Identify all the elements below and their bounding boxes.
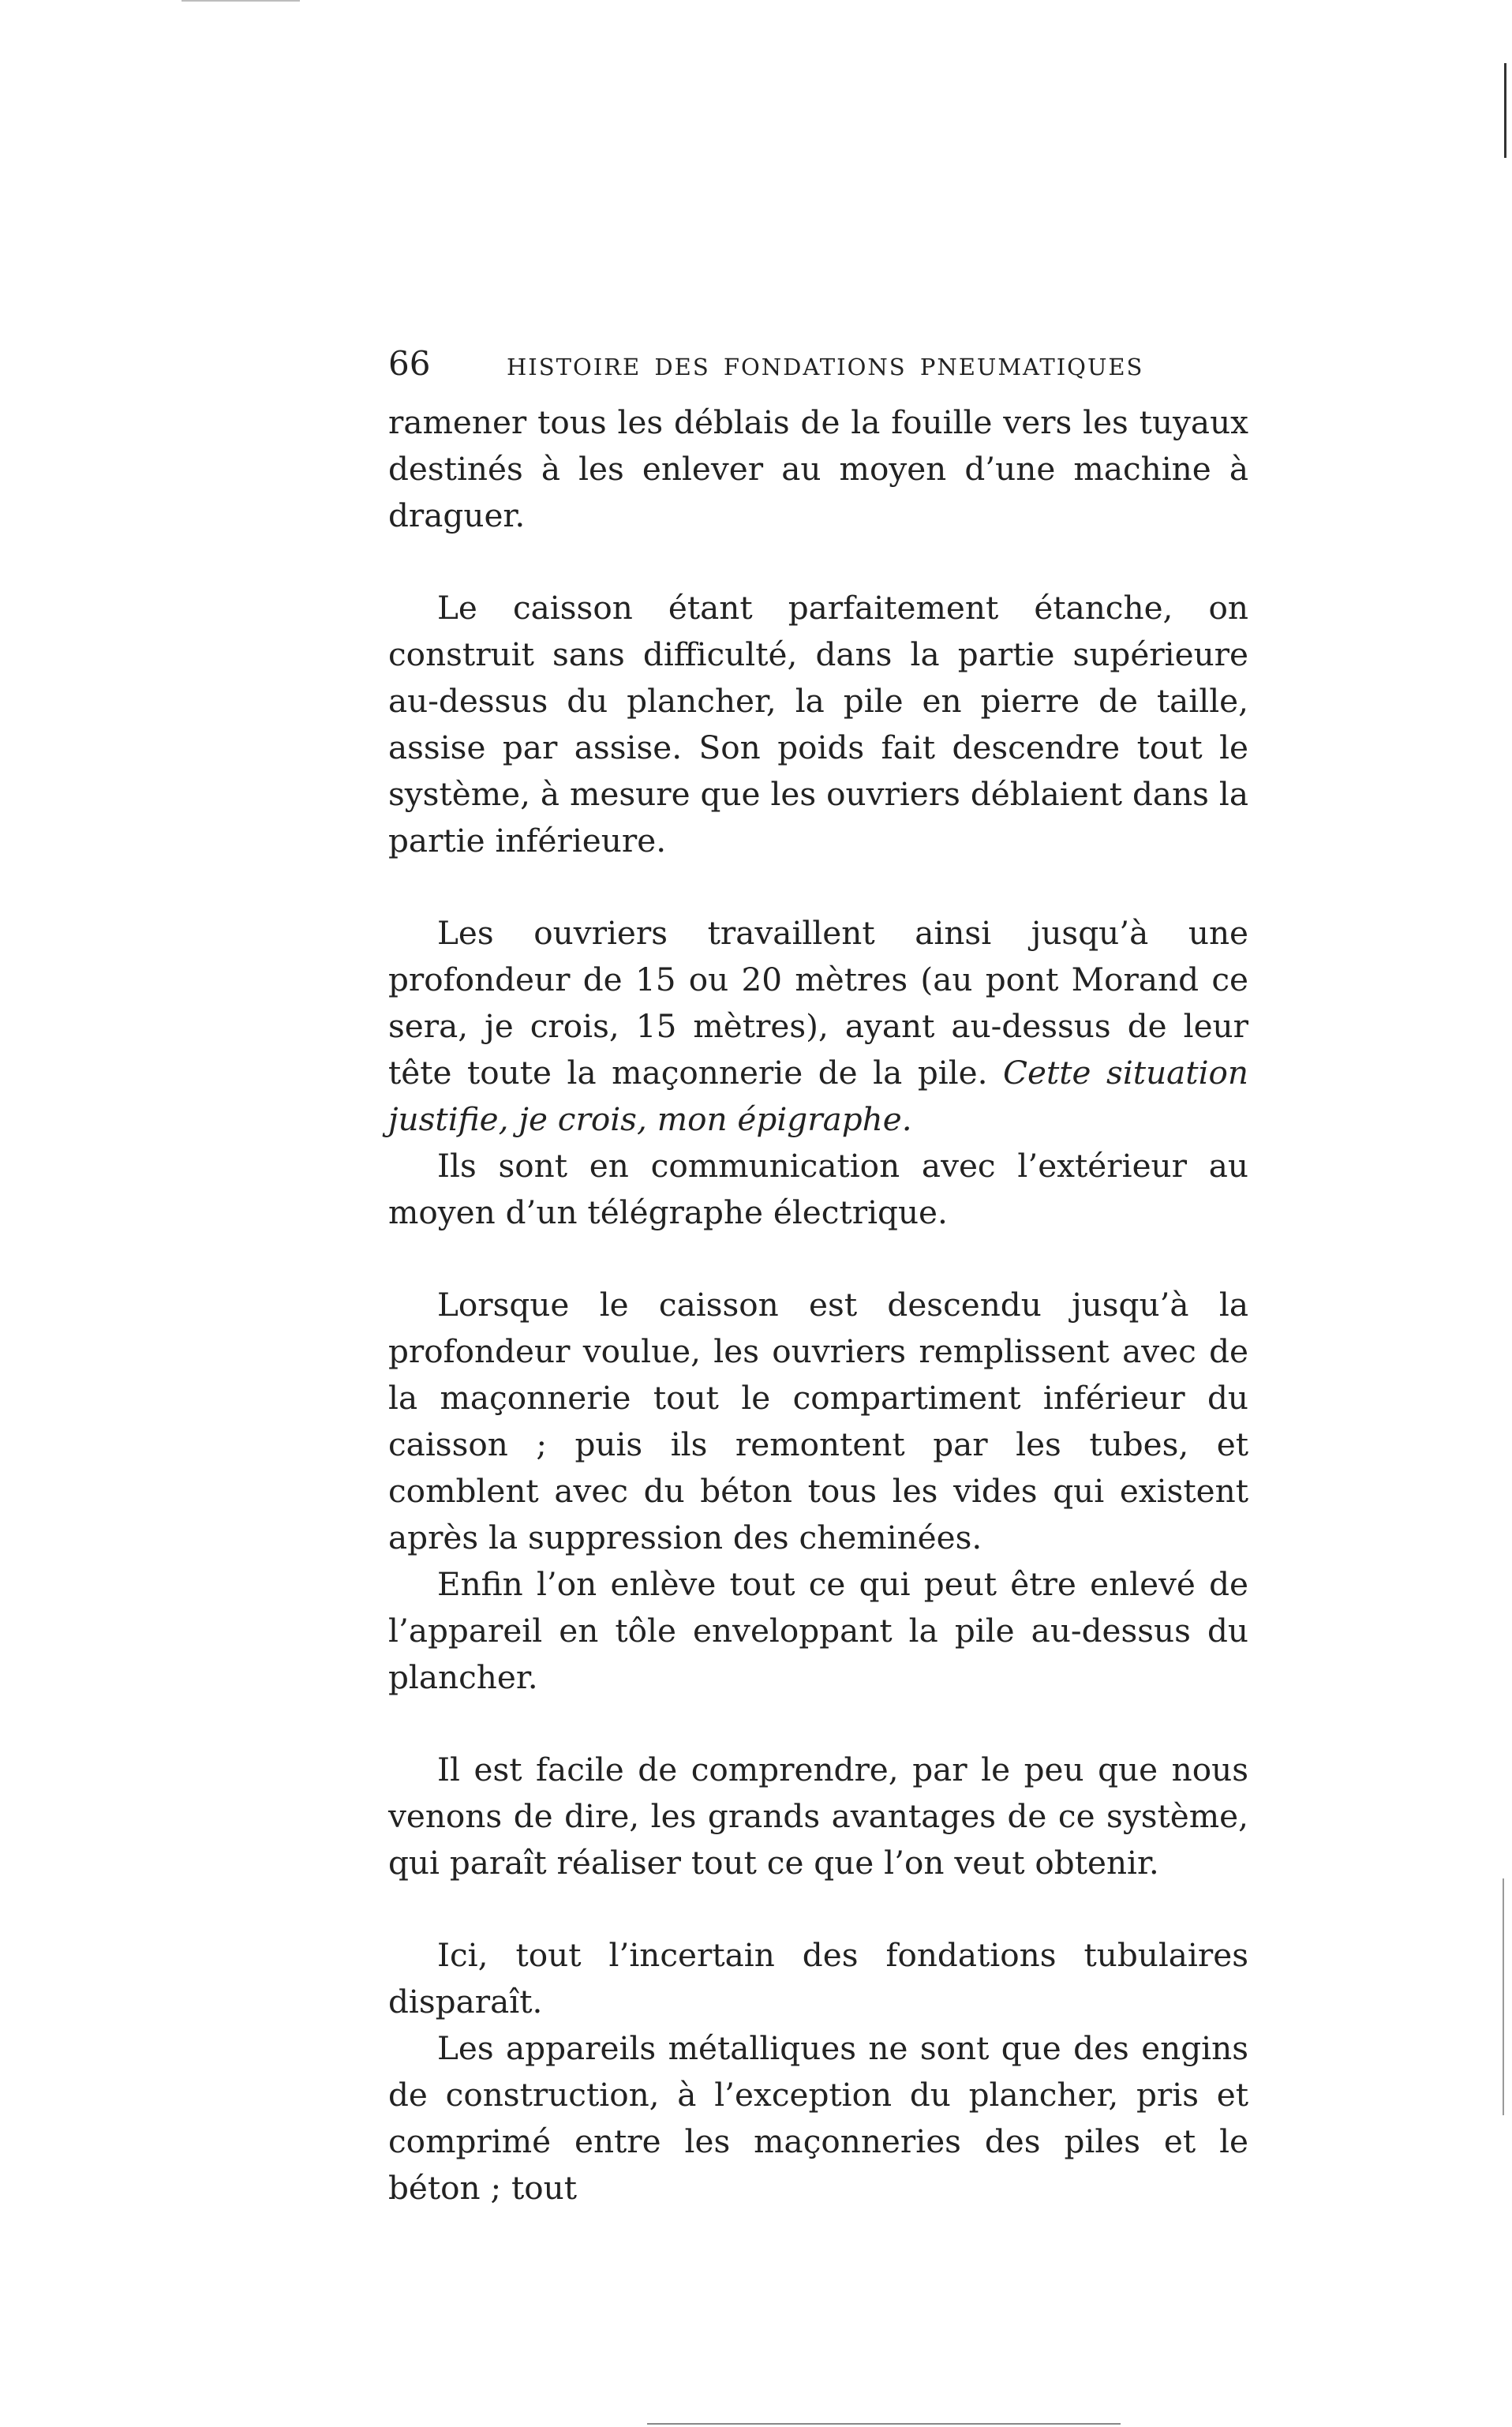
running-head: HISTOIRE DES FONDATIONS PNEUMATIQUES — [507, 354, 1144, 380]
paragraph-3 — [388, 910, 1248, 1143]
paragraph-3-text: Les ouvriers travaillent ainsi jusqu’à une profondeur de 15 ou 20 mètres (au pont Morand ce sera, je crois, 15 mètres), ayant au-dessus de leur tête toute la maçonnerie de la pile. — [388, 914, 1248, 1092]
page-header — [388, 344, 1248, 391]
scan-edge-bottom — [647, 2423, 1121, 2425]
paragraph-5: Lorsque le caisson est descendu jusqu’à la profondeur voulue, les ouvriers remplissent avec de la maçonnerie tout le compartiment inférieur du caisson ; puis ils remontent par les tubes, et comblent avec du béton tous les vides qui existent après la suppression des cheminées. — [388, 1286, 1248, 1556]
paragraph-1: ramener tous les déblais de la fouille vers les tuyaux destinés à les enlever au moyen d’une machine à draguer. — [388, 403, 1248, 534]
scan-edge-top — [182, 0, 300, 2]
paragraph-6: Enfin l’on enlève tout ce qui peut être enlevé de l’appareil en tôle enveloppant la pile au-dessus du plancher. — [388, 1565, 1248, 1696]
paragraph-4: Ils sont en communication avec l’extérieur au moyen d’un télégraphe électrique. — [388, 1147, 1248, 1231]
paragraph-8: Ici, tout l’incertain des fondations tubulaires disparaît. — [388, 1936, 1248, 2021]
scan-edge-right-2 — [1503, 1878, 1504, 2115]
scan-edge-right — [1504, 63, 1506, 158]
paragraph-9: Les appareils métalliques ne sont que des engins de construction, à l’exception du plancher, pris et comprimé entre les maçonneries des piles et le béton ; tout — [388, 2029, 1248, 2207]
epigraph-remark: Cette situation justifie, je crois, mon épigraphe. — [388, 1054, 1248, 1138]
paragraph-2: Le caisson étant parfaitement étanche, on construit sans difficulté, dans la partie supérieure au-dessus du plancher, la pile en pierre de taille, assise par assise. Son poids fait descendre tout le système, à mesure que les ouvriers déblaient dans la partie inférieure. — [388, 589, 1248, 860]
page-number: 66 — [388, 344, 431, 383]
paragraph-7: Il est facile de comprendre, par le peu que nous venons de dire, les grands avantages de ce système, qui paraît réaliser tout ce que l’on veut obtenir. — [388, 1751, 1248, 1882]
book-page — [388, 344, 1248, 2212]
